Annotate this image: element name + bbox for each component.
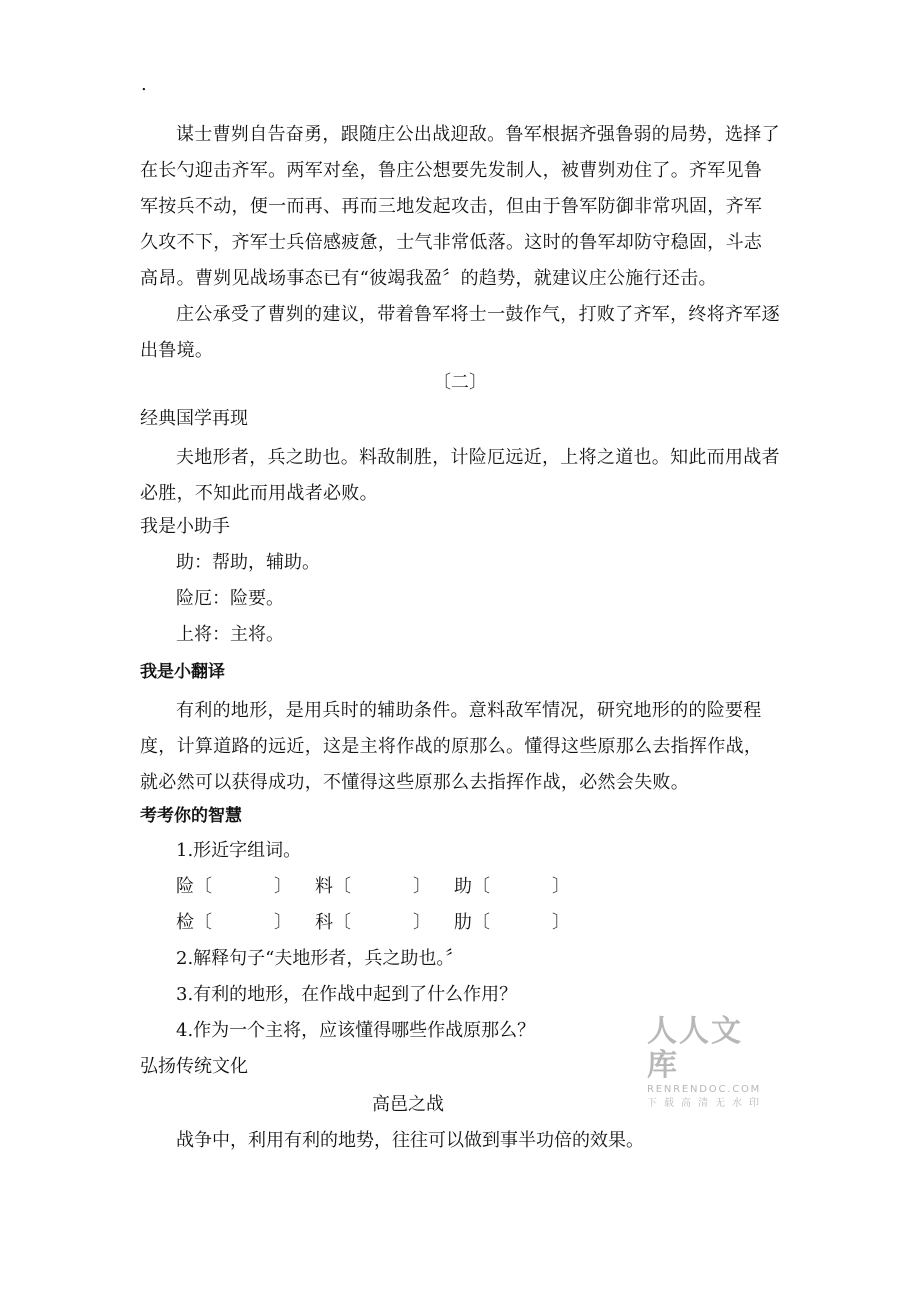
word-char: 料 — [315, 876, 333, 897]
question-2: 2.解释句子“夫地形者，兵之助也。〞 — [176, 948, 464, 969]
story-title: 高邑之战 — [372, 1094, 444, 1115]
word-char: 助 — [454, 876, 472, 897]
helper-item-3: 上将：主将。 — [176, 624, 284, 645]
top-mark: . — [141, 74, 147, 95]
translate-heading: 我是小翻译 — [140, 662, 225, 682]
helper-item-2: 险厄：险要。 — [176, 588, 284, 609]
section-number: 〔二〕 — [433, 372, 487, 393]
word-blank[interactable]: 肋〔 〕 — [454, 912, 570, 933]
word-blank[interactable]: 科〔 〕 — [315, 912, 431, 933]
word-blank[interactable]: 险〔 〕 — [176, 876, 292, 897]
translate-text: 有利的地形，是用兵时的辅助条件。意料敌军情况，研究地形的的险要程度，计算道路的远近，这是主将作战的原那么。懂得这些原那么去指挥作战，就必然可以获得成功，不懂得这些原那么去指挥作战，必然会失败。 — [140, 700, 763, 793]
word-char: 险 — [176, 876, 194, 897]
classic-heading: 经典国学再现 — [140, 408, 248, 429]
watermark-url: RENRENDOC.COM — [647, 1084, 762, 1095]
helper-item-1: 助：帮助，辅助。 — [176, 552, 320, 573]
watermark-title: 人人文库 — [647, 1014, 743, 1083]
watermark-subtitle: 下载高清无水印 — [647, 1098, 766, 1109]
word-blank[interactable]: 料〔 〕 — [315, 876, 431, 897]
story-text: 战争中，利用有利的地势，往往可以做到事半功倍的效果。 — [176, 1130, 644, 1151]
intro-paragraph-1: 谋士曹刿自告奋勇，跟随庄公出战迎敌。鲁军根据齐强鲁弱的局势，选择了在长勺迎击齐军。两军对垒，鲁庄公想要先发制人，被曹刿劝住了。齐军见鲁军按兵不动，便一而再、再而三地发起攻击，但由于鲁军防御非常巩固，齐军久攻不下，齐军士兵倍感疲惫，士气非常低落。这时的鲁军却防守稳固，斗志高昂。曹刿见战场事态已有“彼竭我盈〞的趋势，就建议庄公施行还击。 — [140, 124, 780, 289]
word-blank[interactable]: 助〔 〕 — [454, 876, 570, 897]
word-char: 检 — [176, 912, 194, 933]
question-4: 4.作为一个主将，应该懂得哪些作战原那么？ — [176, 1020, 536, 1041]
intro-paragraph-2: 庄公承受了曹刿的建议，带着鲁军将士一鼓作气，打败了齐军，终将齐军逐出鲁境。 — [140, 304, 780, 361]
question-1: 1.形近字组词。 — [176, 840, 302, 861]
watermark-logo — [647, 1015, 772, 1111]
helper-heading: 我是小助手 — [140, 516, 230, 537]
classic-text: 夫地形者，兵之助也。料敌制胜，计险厄远近，上将之道也。知此而用战者必胜，不知此而用战者必败。 — [140, 447, 780, 504]
question-3: 3.有利的地形，在作战中起到了什么作用？ — [176, 984, 518, 1005]
word-blank[interactable]: 检〔 〕 — [176, 912, 292, 933]
quiz-heading: 考考你的智慧 — [140, 806, 242, 826]
word-char: 肋 — [454, 912, 472, 933]
word-char: 科 — [315, 912, 333, 933]
culture-heading: 弘扬传统文化 — [140, 1056, 248, 1077]
